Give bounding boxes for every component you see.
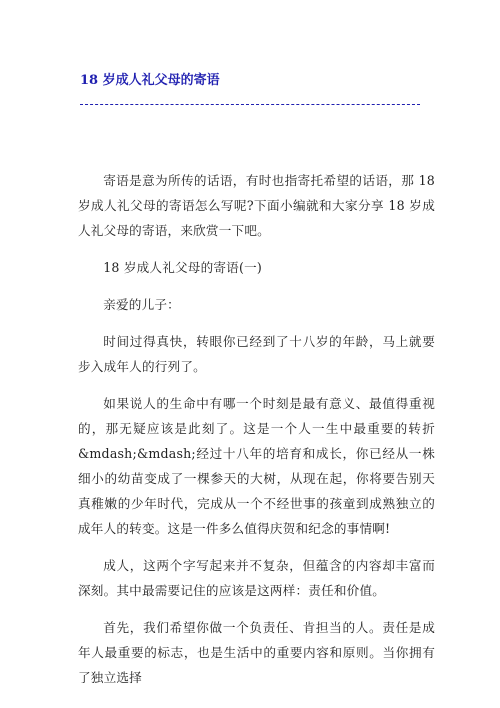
body-paragraph: 时间过得真快，转眼你已经到了十八岁的年龄，马上就要步入成年人的行列了。 [78, 334, 435, 374]
intro-paragraph: 寄语是意为所传的话语，有时也指寄托希望的话语，那 18 岁成人礼父母的寄语怎么写呢?下面小编就和大家分享 18 岁成人礼父母的寄语，来欣赏一下吧。 [78, 173, 435, 238]
body-paragraph: 首先，我们希望你做一个负责任、肯担当的人。责任是成年人最重要的标志，也是生活中的重要内容和原则。当你拥有了独立选择 [78, 620, 435, 685]
section-heading: 18 岁成人礼父母的寄语(一) [103, 260, 262, 275]
title-divider [80, 104, 420, 105]
document-title: 18 岁成人礼父母的寄语 [80, 73, 220, 88]
body-paragraph: 成人，这两个字写起来并不复杂，但蕴含的内容却丰富而深刻。其中最需要记住的应该是这两样：责任和价值。 [78, 558, 435, 598]
document-body [78, 168, 435, 690]
body-paragraph: 如果说人的生命中有哪一个时刻是最有意义、最值得重视的，那无疑应该是此刻了。这是一个人一生中最重要的转折&mdash;&mdash;经过十八年的培育和成长，你已经从一株细小的幼苗变成了一棵参天的大树，从现在起，你将要告别天真稚嫩的少年时代，完成从一个不经世事的孩童到成熟独立的成年人的转变。这是一件多么值得庆贺和纪念的事情啊! [78, 396, 435, 536]
salutation: 亲爱的儿子： [103, 297, 180, 312]
